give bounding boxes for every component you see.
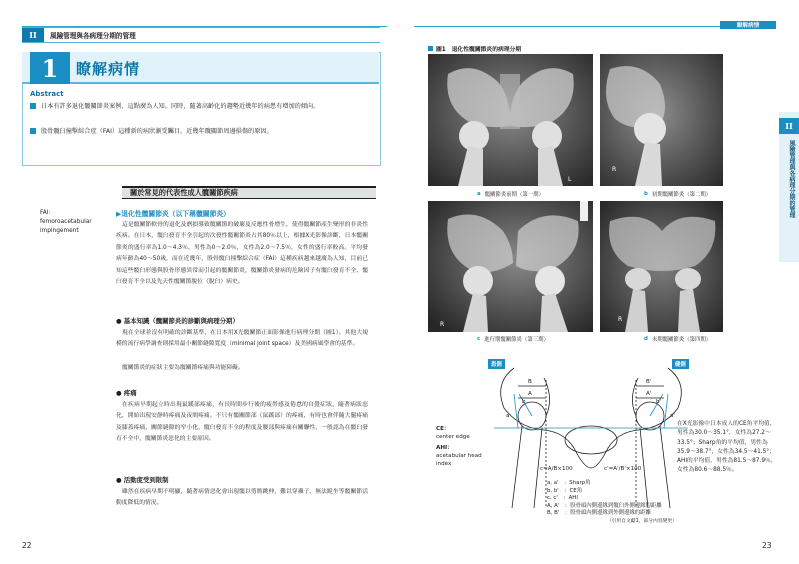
- diagram-mark-a: a: [506, 413, 510, 419]
- abstract-item: [30, 126, 370, 137]
- paragraph-rom: 雖然在疾病早期不明顯，隨著病情惡化會出現髖以剪髂跳伸，難以穿襪子、無法跪坐等髖關節活動度降低的情況。: [116, 489, 368, 507]
- formula-right: c'=A'/B'×100: [604, 466, 642, 472]
- section-title: 瞭解病情: [76, 60, 141, 78]
- xray-image-d: [600, 201, 723, 332]
- figure-label: [428, 44, 521, 53]
- figure-caption: [644, 335, 711, 343]
- diagram-mark-a-prime: a': [670, 413, 675, 419]
- caption-letter: d: [644, 336, 648, 342]
- legend-item: B, B' ：股骨頭內側邊緣到外側邊緣的距離: [547, 510, 651, 517]
- bullet-square-icon: [30, 128, 36, 134]
- paragraph-intro: 這是髖關節軟骨的退化及磨損導致髖關節的破壞及反應性骨增生，使得髖關節產生變形的非炎性疾病。在日本，髖臼發育不全引起的次發性髖關節炎占其80％以上，根據X光影像診斷，日本髖關節炎的盛行率為1.0～4.3％，男性為0～2.0％，女性為2.0～7.5％，女性的盛行率較高。平均發病年齡為40～50歲，而在近幾年，股骨髖臼撞擊綜合症（FAI）這種疾病越來越廣為人知，目前已知這些髖臼形態與股骨形態異常而引起的髖關節炎，髖關節炎發病的危險因子有髖臼發育不全、髖臼發育不全以及先天性髖關節脫位（脫臼）病史。: [116, 222, 368, 286]
- section-number: 1: [30, 52, 70, 84]
- side-term-fai: [40, 209, 92, 236]
- ahi-title: AHI：: [436, 445, 453, 451]
- reference-values-note: 在X光影像中日本成人的CE角平均值，男性為30.0～35.1°，女性為27.2～33.5°；Sharp角的平均值，男性為35.9～38.7°，女性為34.5～41.5°；AHI的平均值，男性為81.5～87.9％，女性為80.6～88.5％。: [677, 421, 777, 474]
- formula-left: c=A/B×100: [540, 466, 573, 472]
- abstract-label: Abstract: [30, 90, 64, 98]
- side-term-title: FAI：: [40, 210, 55, 216]
- page-number-right: 23: [762, 541, 772, 550]
- diagram-mark-b: b: [522, 399, 526, 405]
- diagram-mark-B: B: [528, 379, 532, 385]
- abstract-item: [30, 101, 370, 112]
- legend-item: b, b' ：CE角: [547, 487, 583, 494]
- tag-healthy-side: 健側: [672, 359, 689, 369]
- diagram-mark-b-prime: b': [656, 399, 662, 405]
- xray-mark: R: [618, 316, 623, 323]
- page-number-left: 22: [22, 541, 32, 550]
- paragraph-basic: 現在全球並沒有明確的診斷基準，在日本用X光髖關節正面影像進行病理分期（圖1）。其他大規模的流行病學調查則採用最小關節縫隙寬度（minimal joint space）及美國病風學會的基準。: [116, 330, 368, 348]
- legend-item: a, a' ：Sharp角: [547, 480, 591, 486]
- subheading-rom: ● 活動度受到限制: [116, 476, 169, 484]
- diagram-mark-A: A: [528, 391, 532, 397]
- ce-desc: center edge: [436, 434, 470, 440]
- side-term-line: femoroacetabular: [40, 219, 92, 225]
- legend-item: c, c' ：AHI: [547, 495, 578, 502]
- figure-label-text: 圖1 退化性髖關節炎的病理分期: [436, 47, 522, 53]
- subheading-oa: ▶退化性髖關節炎（以下稱髖關節炎）: [116, 210, 230, 218]
- xray-mark: R: [612, 166, 617, 173]
- section-heading: 關於常見的代表性成人髖關節疾病: [122, 186, 376, 199]
- ce-title: CE：: [436, 426, 450, 432]
- caption-letter: b: [644, 191, 648, 197]
- xray-image-a: [428, 54, 593, 186]
- running-head: 瞭解病情: [720, 21, 776, 29]
- figure-square-icon: [428, 46, 433, 51]
- ahi-desc: index: [436, 461, 452, 467]
- side-term-line: impingement: [40, 228, 79, 234]
- term-definitions: [436, 425, 508, 468]
- figure-caption: [644, 190, 711, 198]
- subheading-basic: ● 基本知識（髖關節炎的診斷與病理分期）: [116, 317, 239, 325]
- chapter-header: [22, 27, 380, 43]
- xray-mark: R: [440, 321, 445, 328]
- side-tab-number: II: [779, 118, 799, 134]
- abstract-item-text: 日本有許多退化髖關節炎案例，這點廣為人知。同時，隨著高齡化的趨勢近幾年的病患有增加的傾向。: [41, 103, 320, 110]
- abstract-item-text: 股骨髖臼撞擊綜合症（FAI）這種新的病狀漸受矚目，近幾年髖關節周邊損傷的原因。: [41, 128, 273, 135]
- side-tab-text: 風險管理與各病理分期的管理: [788, 140, 795, 218]
- diagram-legend: [547, 480, 677, 526]
- legend-item: A, A' ：股骨頭內側邊緣到髖臼外側邊緣的距離: [547, 502, 662, 509]
- diagram-mark-B-prime: B': [646, 379, 652, 385]
- ahi-desc: acetabular head: [436, 453, 482, 459]
- chapter-number: II: [22, 28, 44, 42]
- tag-affected-side: 患側: [488, 359, 505, 369]
- paragraph-symptoms: 髖關節炎的症狀主要為髖關節疼痛與功能障礙。: [122, 365, 244, 371]
- caption-letter: c: [477, 336, 481, 342]
- figure-caption: [477, 335, 549, 343]
- caption-letter: a: [477, 191, 481, 197]
- caption-text: 末期髖關節炎（第四期）: [651, 337, 712, 343]
- subheading-pain: ● 疼痛: [116, 389, 137, 397]
- bullet-square-icon: [30, 103, 36, 109]
- xray-mark: L: [568, 176, 572, 183]
- xray-image-b: [600, 54, 723, 186]
- diagram-mark-A-prime: A': [646, 391, 652, 397]
- xray-image-c: [428, 201, 593, 332]
- caption-text: 髖關節炎前期（第一期）: [484, 192, 544, 198]
- caption-text: 進行期髖關節炎（第三期）: [484, 337, 549, 343]
- figure-caption: [477, 190, 544, 198]
- chapter-title: 風險管理與各病理分期的管理: [50, 32, 136, 40]
- legend-source: （引用自文獻1，部分內容變更）: [606, 518, 677, 524]
- caption-text: 初期髖關節炎（第二期）: [651, 192, 712, 198]
- paragraph-pain: 在疾病早期起立時出現鼠蹊部疼痛，有長時間步行後的疲勞感及倦怠的自覺症狀，隨著病狀惡化，開始出現安靜時疼痛及夜間疼痛。不只有髖關節部（鼠蹊部）的疼痛，有時也會伴隨大腿疼痛及膝蓋疼痛，關節縫隙的窄小化，髖臼發育不全的程度及腰部與疼痛有關聯性，一般認為在髖臼發育不全中，髖關節炎惡化的主要原因。: [116, 402, 368, 443]
